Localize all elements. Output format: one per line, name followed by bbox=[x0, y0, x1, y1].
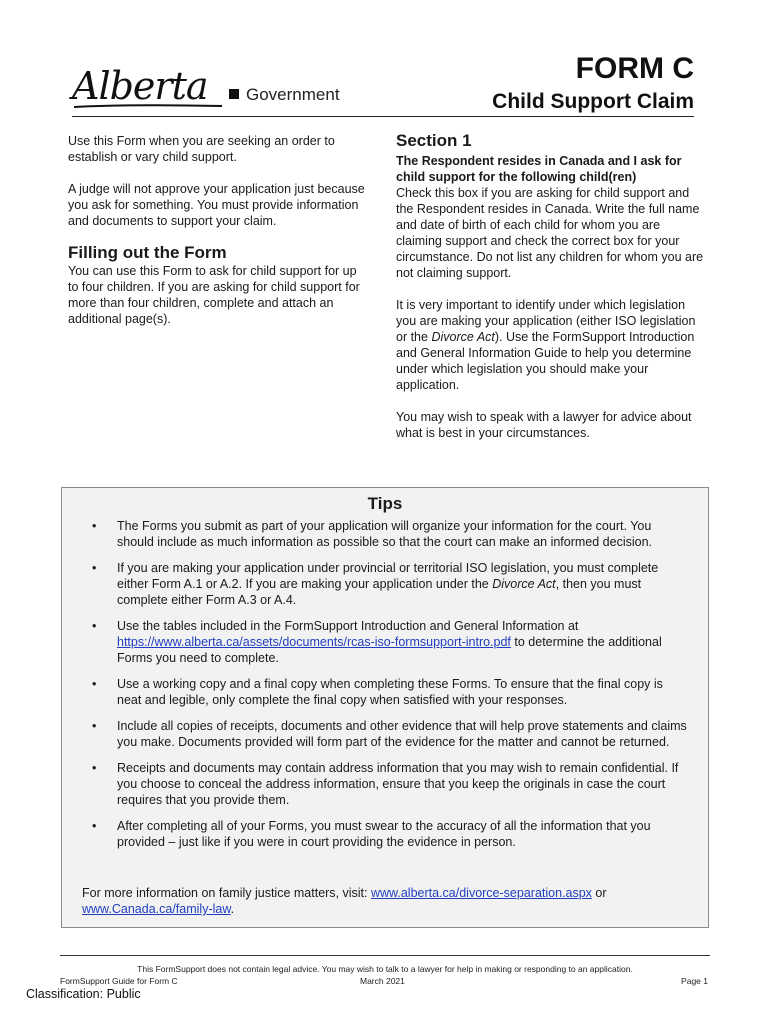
footer-date: March 2021 bbox=[360, 976, 405, 986]
list-item: • The Forms you submit as part of your application will organize your information for the court. You should include as much information as possible so that the court can make an informed decision. bbox=[92, 519, 653, 549]
tips-box bbox=[61, 487, 709, 928]
footer-disclaimer: This FormSupport does not contain legal advice. You may wish to talk to a lawyer for help in making or responding to an application. bbox=[137, 964, 633, 974]
filling-out-heading: Filling out the Form bbox=[68, 243, 227, 262]
bullet-icon: • bbox=[92, 761, 97, 775]
logo-square-icon bbox=[229, 89, 239, 99]
list-item: • After completing all of your Forms, you must swear to the accuracy of all the information that you provided – just like if you were in court providing the evidence in person. bbox=[92, 819, 651, 849]
filling-out-paragraph: You can use this Form to ask for child support for up to four children. If you are asking for child support for more than four children, complete and attach an additional page(s). bbox=[68, 264, 360, 326]
intro-paragraph: Use this Form when you are seeking an order to establish or vary child support. bbox=[68, 134, 335, 164]
canada-family-law-link[interactable]: www.Canada.ca/family-law bbox=[82, 902, 231, 916]
bullet-icon: • bbox=[92, 677, 97, 691]
bullet-icon: • bbox=[92, 519, 97, 533]
bullet-icon: • bbox=[92, 619, 97, 633]
divorce-separation-link[interactable]: www.alberta.ca/divorce-separation.aspx bbox=[370, 886, 592, 900]
form-title: FORM C bbox=[575, 52, 694, 85]
right-column bbox=[396, 133, 706, 457]
judge-paragraph: A judge will not approve your application just because you ask for something. You must provide information and documents to support your claim. bbox=[68, 182, 365, 228]
list-item: • Use the tables included in the FormSupport Introduction and General Information at https://www.alberta.ca/assets/documents/rcas-iso-formsupport-intro.pdf to determine the additional Forms you need to complete. bbox=[92, 619, 662, 665]
footer-guide-title: FormSupport Guide for Form C bbox=[60, 976, 178, 986]
footer-divider bbox=[60, 955, 710, 956]
header-divider bbox=[72, 116, 694, 117]
bullet-icon: • bbox=[92, 561, 97, 575]
section-instructions: Check this box if you are asking for child support and the Respondent resides in Canada. Write the full name and date of birth of each child for whom you are claiming support and check the correct box for your circumstance. Do not list any children for whom you are not claiming support. bbox=[396, 186, 704, 280]
left-column bbox=[68, 133, 366, 343]
alberta-government-logo bbox=[72, 66, 362, 116]
list-item: • If you are making your application under provincial or territorial ISO legislation, you must complete either Form A.1 or A.2. If you are making your application under the Divorce Act, then you must complete either Form A.3 or A.4. bbox=[92, 561, 659, 607]
divorce-act-text: Divorce Act bbox=[431, 330, 495, 344]
page-number: Page 1 bbox=[681, 976, 708, 986]
logo-swoosh-icon bbox=[72, 102, 232, 110]
tips-heading: Tips bbox=[367, 494, 403, 513]
lawyer-paragraph: You may wish to speak with a lawyer for advice about what is best in your circumstances. bbox=[396, 410, 692, 440]
list-item: • Include all copies of receipts, documents and other evidence that will help prove statements and claims you make. Documents provided will form part of the evidence for the matter and cannot be returned. bbox=[92, 719, 687, 749]
section-paragraph bbox=[396, 153, 706, 281]
legislation-paragraph: It is very important to identify under which legislation you are making your application (either ISO legislation or the Divorce Act). Use the FormSupport Introduction and General Information Guide to help you determine under which legislation you should make your application. bbox=[396, 298, 696, 392]
formsupport-intro-link[interactable]: https://www.alberta.ca/assets/documents/rcas-iso-formsupport-intro.pdf bbox=[117, 635, 511, 649]
tips-list bbox=[84, 518, 690, 860]
bullet-icon: • bbox=[92, 719, 97, 733]
bullet-icon: • bbox=[92, 819, 97, 833]
list-item: • Receipts and documents may contain address information that you may wish to remain confidential. If you choose to conceal the address information, ensure that you keep the originals in case the court requires that you provide them. bbox=[92, 761, 679, 807]
form-subtitle: Child Support Claim bbox=[492, 90, 694, 113]
tips-closing: For more information on family justice matters, visit: www.alberta.ca/divorce-separation.aspx or www.Canada.ca/family-law. bbox=[82, 886, 607, 916]
section-heading: Section 1 bbox=[396, 131, 472, 150]
section-bold-intro: The Respondent resides in Canada and I ask for child support for the following child(ren) bbox=[396, 154, 682, 184]
logo-wordmark: Alberta bbox=[72, 64, 208, 108]
logo-government-text: Government bbox=[246, 85, 340, 104]
classification-label: Classification: Public bbox=[26, 987, 141, 1001]
list-item: • Use a working copy and a final copy when completing these Forms. To ensure that the final copy is neat and legible, only complete the final copy when satisfied with your responses. bbox=[92, 677, 663, 707]
